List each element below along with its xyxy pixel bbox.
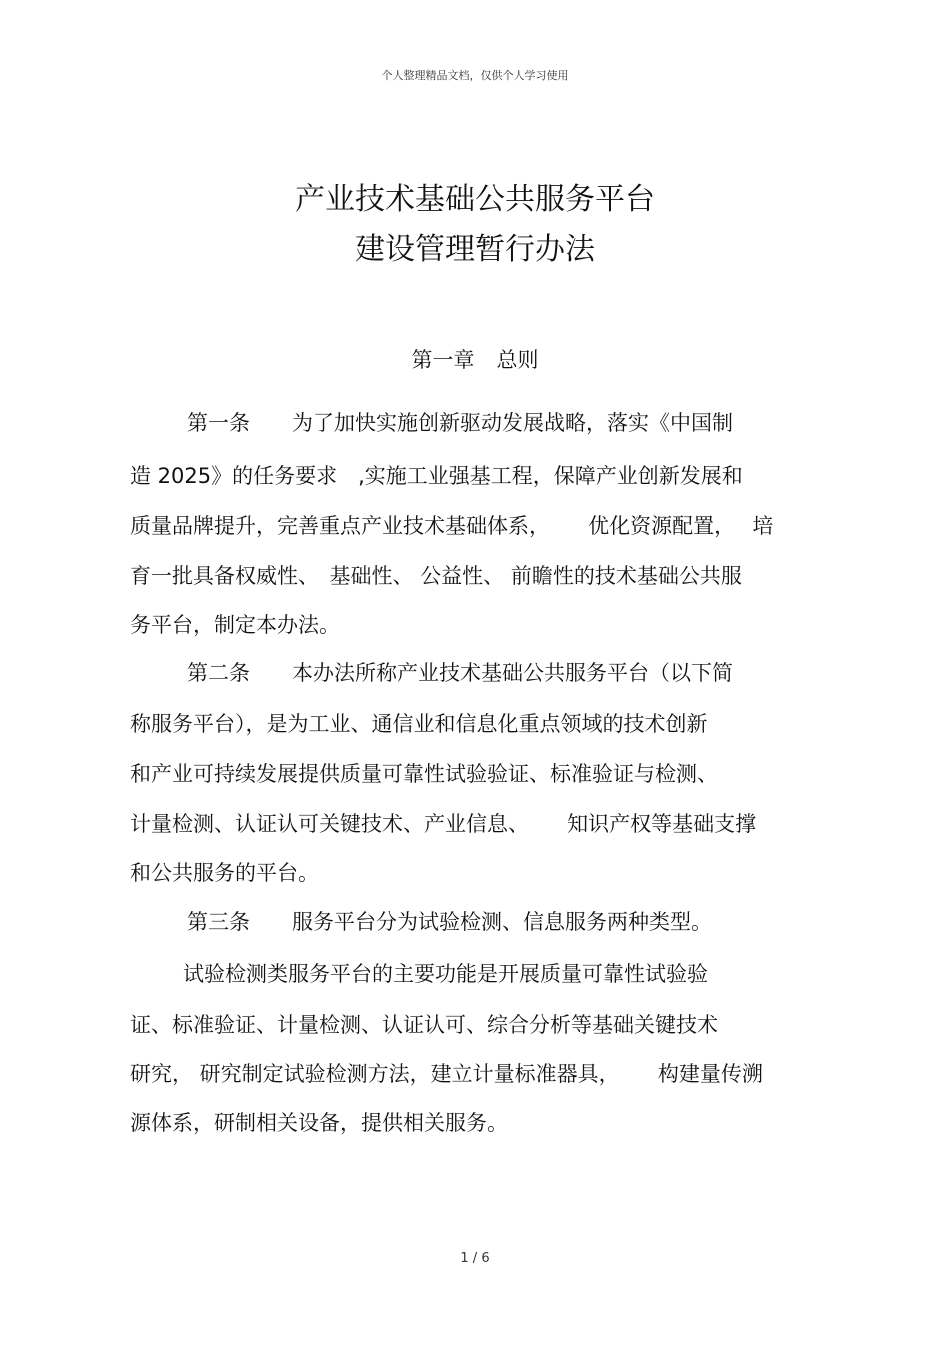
testing-platform-line: 试验检测类服务平台的主要功能是开展质量可靠性试验验	[183, 962, 708, 986]
article-1-line: 造 2025》的任务要求 ,实施工业强基工程，保障产业创新发展和	[130, 464, 743, 488]
article-3: 第三条 服务平台分为试验检测、信息服务两种类型。	[187, 910, 712, 934]
article-2-line: 计量检测、认证认可关键技术、产业信息、 知识产权等基础支撑	[130, 812, 757, 836]
chapter-heading	[0, 345, 950, 375]
header-note: 个人整理精品文档，仅供个人学习使用	[381, 69, 569, 82]
chapter-name: 总则	[496, 348, 539, 372]
testing-platform-line: 源体系，研制相关设备，提供相关服务。	[130, 1111, 508, 1135]
article-2-line: 和公共服务的平台。	[130, 861, 319, 885]
document-title-line-2: 建设管理暂行办法	[355, 232, 595, 267]
article-1-line: 育一批具备权威性、 基础性、 公益性、 前瞻性的技术基础公共服	[130, 564, 742, 588]
document-title-line-1: 产业技术基础公共服务平台	[295, 182, 655, 217]
article-2-line: 称服务平台），是为工业、通信业和信息化重点领域的技术创新	[130, 712, 708, 736]
article-1-line: 质量品牌提升，完善重点产业技术基础体系， 优化资源配置， 培	[130, 514, 774, 538]
page-number: 1 / 6	[460, 1251, 490, 1266]
article-2-line: 第二条 本办法所称产业技术基础公共服务平台（以下简	[187, 661, 733, 685]
testing-platform-line: 研究， 研究制定试验检测方法，建立计量标准器具， 构建量传溯	[130, 1062, 763, 1086]
chapter-number: 第一章	[411, 348, 475, 372]
article-2-line: 和产业可持续发展提供质量可靠性试验验证、标准验证与检测、	[130, 762, 718, 786]
article-1-line: 第一条 为了加快实施创新驱动发展战略，落实《中国制	[187, 411, 733, 435]
article-1-line: 务平台，制定本办法。	[130, 613, 340, 637]
testing-platform-line: 证、标准验证、计量检测、认证认可、综合分析等基础关键技术	[130, 1013, 718, 1037]
